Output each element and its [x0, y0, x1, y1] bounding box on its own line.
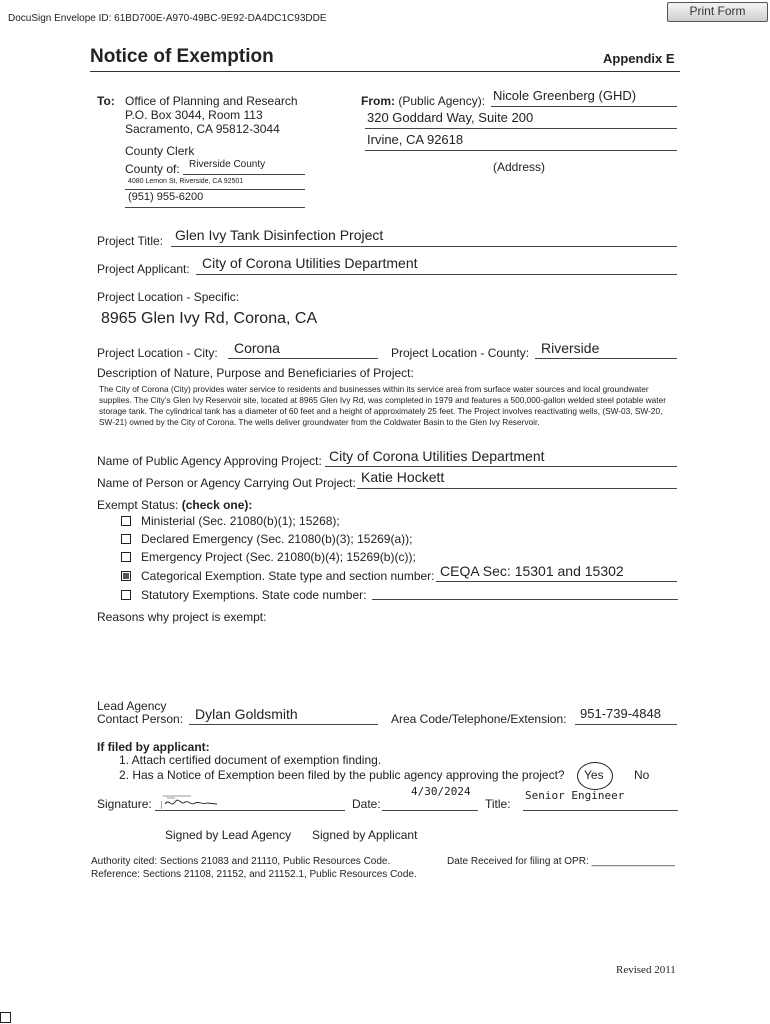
title-value: Senior Engineer — [525, 789, 625, 802]
county-phone-field[interactable] — [125, 190, 305, 208]
from-line3-value: Irvine, CA 92618 — [367, 132, 464, 147]
location-county-label: Project Location - County: — [391, 346, 530, 360]
signature-label: Signature: — [97, 797, 152, 811]
print-form-button[interactable]: Print Form — [667, 2, 768, 22]
statutory-checkbox[interactable] — [121, 590, 131, 600]
carrying-out-field[interactable] — [357, 469, 677, 489]
approving-agency-label: Name of Public Agency Approving Project: — [97, 454, 322, 468]
authority-cited: Authority cited: Sections 21083 and 21110, Public Resources Code. — [91, 856, 391, 867]
declared-emergency-label: Declared Emergency (Sec. 21080(b)(3); 15269(a)); — [141, 532, 413, 546]
ministerial-label: Ministerial (Sec. 21080(b)(1); 15268); — [141, 514, 340, 528]
location-specific-label: Project Location - Specific: — [97, 290, 240, 304]
if-filed-item1: 1. Attach certified document of exemption finding. — [119, 753, 382, 767]
from-label: From: — [361, 94, 395, 108]
county-address-value: 4080 Lemon St, Riverside, CA 92501 — [128, 178, 244, 185]
project-applicant-label: Project Applicant: — [97, 262, 190, 276]
phone-label: Area Code/Telephone/Extension: — [391, 712, 567, 726]
to-label: To: — [97, 94, 115, 108]
date-value: 4/30/2024 — [411, 785, 471, 798]
from-line2-value: 320 Goddard Way, Suite 200 — [367, 110, 534, 125]
appendix-label: Appendix E — [603, 51, 675, 66]
page-title: Notice of Exemption — [90, 46, 274, 67]
corner-marker — [0, 1012, 11, 1023]
statutory-label: Statutory Exemptions. State code number: — [141, 588, 367, 602]
location-county-field[interactable] — [535, 340, 677, 359]
exempt-option-categorical[interactable] — [121, 569, 435, 583]
location-city-value: Corona — [234, 340, 280, 356]
emergency-project-label: Emergency Project (Sec. 21080(b)(4); 15269(b)(c)); — [141, 550, 416, 564]
reference-text: Reference: Sections 21108, 21152, and 21152.1, Public Resources Code. — [91, 869, 417, 880]
location-city-label: Project Location - City: — [97, 346, 218, 360]
from-sub-label: (Public Agency): — [398, 94, 486, 108]
location-county-value: Riverside — [541, 340, 600, 356]
description-line1: The City of Corona (City) provides water service to residents and businesses within its service area from surface water sources and local groundwater — [99, 384, 649, 394]
address-caption: (Address) — [493, 160, 546, 174]
project-applicant-field[interactable] — [196, 255, 677, 275]
from-label-wrap — [361, 94, 485, 108]
description-text[interactable] — [99, 384, 679, 428]
location-specific-value[interactable]: 8965 Glen Ivy Rd, Corona, CA — [101, 310, 318, 327]
approving-agency-field[interactable] — [325, 448, 677, 467]
carrying-out-label: Name of Person or Agency Carrying Out Project: — [97, 476, 356, 490]
to-line1: Office of Planning and Research — [125, 94, 298, 108]
reasons-field[interactable] — [97, 628, 677, 688]
ministerial-checkbox[interactable] — [121, 516, 131, 526]
project-title-field[interactable] — [171, 227, 677, 247]
exempt-option-statutory[interactable] — [121, 588, 366, 602]
county-address-field[interactable] — [125, 177, 305, 190]
envelope-id: DocuSign Envelope ID: 61BD700E-A970-49BC-9E92-DA4DC1C93DDE — [8, 13, 327, 24]
reasons-label: Reasons why project is exempt: — [97, 610, 267, 624]
description-line4: SW-21) owned by the City of Corona. The wells deliver groundwater from the Coldwater Basin to the Glen Ivy Reservoir. — [99, 417, 540, 427]
signed-by-lead-agency[interactable]: Signed by Lead Agency — [165, 828, 292, 842]
categorical-value: CEQA Sec: 15301 and 15302 — [440, 563, 624, 579]
location-city-field[interactable] — [228, 340, 378, 359]
signature-field[interactable] — [155, 792, 345, 811]
from-line3-field[interactable] — [365, 131, 677, 151]
to-line3: Sacramento, CA 95812-3044 — [125, 122, 280, 136]
date-label: Date: — [352, 797, 381, 811]
project-title-value: Glen Ivy Tank Disinfection Project — [175, 227, 384, 243]
revised-label: Revised 2011 — [616, 964, 676, 976]
contact-person-label: Contact Person: — [97, 712, 184, 726]
county-value: Riverside County — [189, 159, 266, 170]
signed-by-applicant[interactable]: Signed by Applicant — [312, 828, 418, 842]
county-of-label: County of: — [125, 162, 180, 176]
county-phone-value: (951) 955-6200 — [128, 191, 204, 203]
title-label: Title: — [485, 797, 511, 811]
from-agency-value: Nicole Greenberg (GHD) — [493, 88, 637, 103]
approving-agency-value: City of Corona Utilities Department — [329, 448, 545, 464]
check-one-label: (check one): — [181, 498, 253, 512]
exempt-option-emergency-project[interactable] — [121, 550, 416, 564]
lead-agency-label: Lead Agency — [97, 699, 167, 713]
contact-person-value: Dylan Goldsmith — [195, 706, 298, 722]
exempt-status-heading — [97, 498, 252, 512]
if-filed-item2: 2. Has a Notice of Exemption been filed by the public agency approving the project? — [119, 768, 565, 782]
exempt-option-declared-emergency[interactable] — [121, 532, 412, 546]
date-field[interactable] — [382, 785, 478, 811]
signature-image — [161, 792, 221, 810]
from-line2-field[interactable] — [365, 109, 677, 129]
description-line3: storage tank. The cylindrical tank has a diameter of 60 feet and a height of approximately 25 feet. The Project involves reactivating wells, (SW-03, SW-20, — [99, 406, 663, 416]
date-received: Date Received for filing at OPR: _______________ — [447, 856, 675, 867]
contact-person-field[interactable] — [189, 706, 378, 725]
phone-value: 951-739-4848 — [580, 706, 661, 721]
categorical-field[interactable] — [436, 563, 677, 582]
county-field[interactable] — [183, 158, 305, 175]
no-option[interactable]: No — [634, 768, 650, 782]
description-label: Description of Nature, Purpose and Beneficiaries of Project: — [97, 366, 414, 380]
from-agency-field[interactable] — [491, 88, 677, 107]
exempt-status-label: Exempt Status: — [97, 498, 179, 512]
project-applicant-value: City of Corona Utilities Department — [202, 255, 418, 271]
title-field[interactable] — [523, 789, 678, 811]
statutory-field[interactable] — [372, 584, 678, 600]
project-title-label: Project Title: — [97, 234, 164, 248]
categorical-label: Categorical Exemption. State type and section number: — [141, 569, 435, 583]
yes-option[interactable]: Yes — [584, 768, 604, 782]
if-filed-label: If filed by applicant: — [97, 740, 210, 754]
description-line2: supplies. The City’s Glen Ivy Reservoir site, located at 8965 Glen Ivy Rd, was completed in 1979 and features a 500,000-gallon welded steel potable water — [99, 395, 666, 405]
to-line2: P.O. Box 3044, Room 113 — [125, 108, 263, 122]
carrying-out-value: Katie Hockett — [361, 469, 445, 485]
county-clerk-label: County Clerk — [125, 144, 195, 158]
title-rule — [90, 71, 680, 72]
declared-emergency-checkbox[interactable] — [121, 534, 131, 544]
emergency-project-checkbox[interactable] — [121, 552, 131, 562]
exempt-option-ministerial[interactable] — [121, 514, 340, 528]
phone-field[interactable] — [575, 706, 677, 725]
categorical-checkbox[interactable] — [121, 571, 131, 581]
